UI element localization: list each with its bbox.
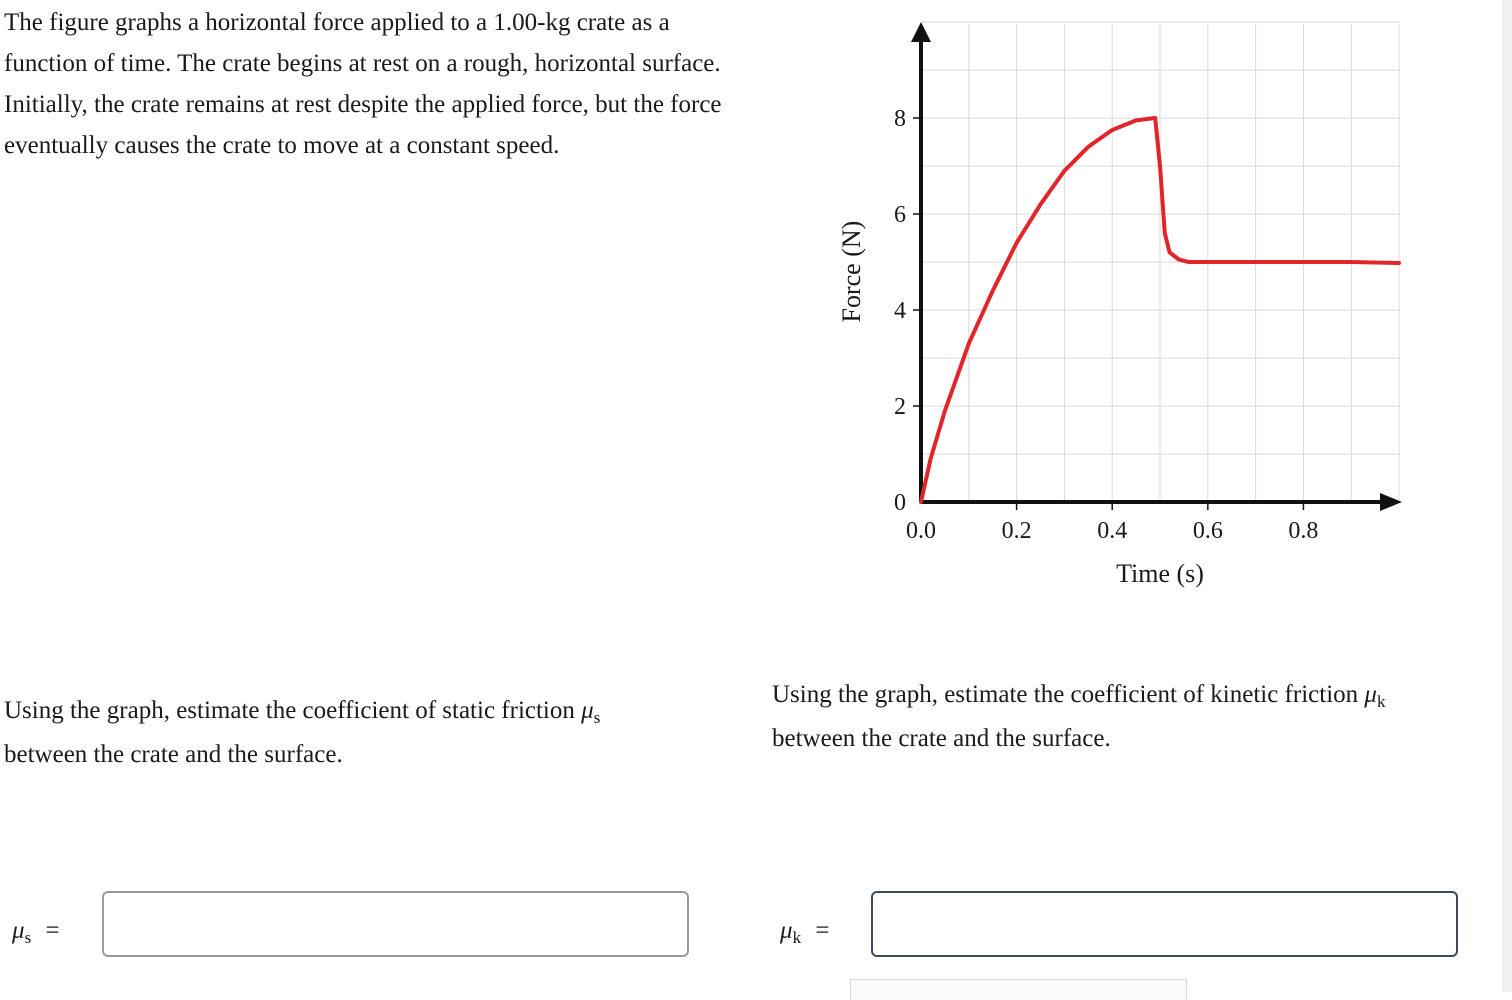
mu-s-answer-input[interactable] bbox=[102, 891, 689, 957]
mu-k-symbol: $\mu_k$ bbox=[1364, 681, 1386, 711]
mu-k-answer-input[interactable] bbox=[871, 891, 1458, 957]
kinetic-question-prompt: Using the graph, estimate the coefficient of kinetic friction bbox=[772, 681, 1359, 708]
y-axis-label: Force (N) bbox=[837, 220, 866, 323]
mu-s-symbol: $\mu_s$ bbox=[581, 697, 601, 727]
partial-panel-edge bbox=[850, 979, 1187, 1000]
static-question-prompt: Using the graph, estimate the coefficient of static friction bbox=[4, 697, 575, 724]
page-scrollbar-track[interactable] bbox=[1502, 0, 1512, 992]
static-friction-question bbox=[4, 690, 724, 776]
y-axis-arrow bbox=[911, 22, 931, 42]
y-tick-label: 6 bbox=[894, 202, 906, 228]
kinetic-friction-question bbox=[772, 674, 1492, 760]
x-tick-label: 0.4 bbox=[1097, 518, 1128, 544]
static-question-tail: between the crate and the surface. bbox=[4, 741, 343, 768]
problem-intro: The figure graphs a horizontal force applied to a 1.00-kg crate as a function of time. The crate begins at rest on a rough, horizontal surface. Initially, the crate remains at rest despite the applied force, but the force eventually causes the crate to move at a constant speed. bbox=[4, 9, 722, 159]
force-time-chart bbox=[820, 10, 1420, 610]
mu-s-answer-label: $\mu_s$ = bbox=[12, 917, 60, 947]
x-tick-label: 0.6 bbox=[1192, 518, 1223, 544]
x-axis-label: Time (s) bbox=[1116, 559, 1204, 588]
y-tick-label: 8 bbox=[894, 106, 906, 132]
y-tick-label: 0 bbox=[894, 490, 906, 516]
mu-k-answer-label: $\mu_k$ = bbox=[780, 917, 830, 947]
y-tick-label: 4 bbox=[894, 298, 906, 324]
x-tick-label: 0.8 bbox=[1288, 518, 1319, 544]
force-time-graph bbox=[820, 10, 1420, 610]
x-tick-label: 0.0 bbox=[906, 518, 936, 544]
kinetic-question-tail: between the crate and the surface. bbox=[772, 725, 1111, 752]
y-tick-label: 2 bbox=[894, 394, 906, 420]
x-tick-label: 0.2 bbox=[1001, 518, 1032, 544]
